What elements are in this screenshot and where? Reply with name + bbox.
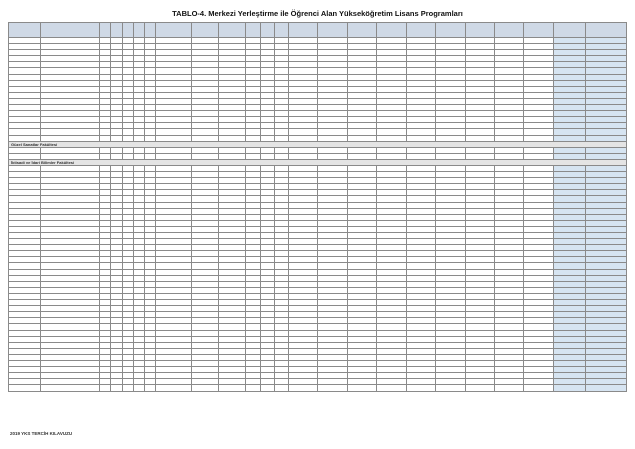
table-cell bbox=[100, 385, 111, 392]
table-cell bbox=[553, 385, 585, 392]
table-cell bbox=[465, 385, 494, 392]
table-cell bbox=[406, 385, 435, 392]
header-row bbox=[9, 23, 627, 38]
header-cell bbox=[586, 23, 627, 38]
table-cell bbox=[494, 385, 523, 392]
header-cell bbox=[156, 23, 192, 38]
header-cell bbox=[191, 23, 218, 38]
header-cell bbox=[436, 23, 465, 38]
footer-guide-title: 2019 YKS TERCİH KILAVUZU bbox=[10, 431, 73, 436]
section-heading: Güzel Sanatlar Fakültesi bbox=[9, 141, 627, 147]
table-cell bbox=[191, 385, 218, 392]
header-cell bbox=[133, 23, 144, 38]
table-cell bbox=[586, 385, 627, 392]
header-cell bbox=[289, 23, 318, 38]
header-cell bbox=[377, 23, 406, 38]
table-cell bbox=[318, 385, 347, 392]
table-cell bbox=[347, 385, 376, 392]
header-cell bbox=[260, 23, 274, 38]
table-cell bbox=[246, 385, 260, 392]
table-cell bbox=[111, 385, 122, 392]
header-cell bbox=[144, 23, 155, 38]
section-heading: İktisadi ve İdari Bilimler Fakültesi bbox=[9, 159, 627, 165]
header-cell bbox=[553, 23, 585, 38]
table-cell bbox=[260, 385, 274, 392]
table-cell bbox=[133, 385, 144, 392]
header-cell bbox=[246, 23, 260, 38]
header-cell bbox=[100, 23, 111, 38]
table-row bbox=[9, 385, 627, 392]
program-table bbox=[8, 22, 627, 392]
header-cell bbox=[9, 23, 41, 38]
header-cell bbox=[111, 23, 122, 38]
table-cell bbox=[219, 385, 246, 392]
header-cell bbox=[41, 23, 100, 38]
header-cell bbox=[347, 23, 376, 38]
table-cell bbox=[289, 385, 318, 392]
header-cell bbox=[494, 23, 523, 38]
header-cell bbox=[219, 23, 246, 38]
table-cell bbox=[274, 385, 288, 392]
table-cell bbox=[436, 385, 465, 392]
table-cell bbox=[122, 385, 133, 392]
document-title: TABLO-4. Merkezi Yerleştirme ile Öğrenci Alan Yükseköğretim Lisans Programları bbox=[172, 9, 463, 18]
table-cell bbox=[377, 385, 406, 392]
table-cell bbox=[524, 385, 553, 392]
header-cell bbox=[274, 23, 288, 38]
table-cell bbox=[144, 385, 155, 392]
header-cell bbox=[524, 23, 553, 38]
table-cell bbox=[156, 385, 192, 392]
header-cell bbox=[465, 23, 494, 38]
header-cell bbox=[318, 23, 347, 38]
table-cell bbox=[41, 385, 100, 392]
table-cell bbox=[9, 385, 41, 392]
header-cell bbox=[406, 23, 435, 38]
header-cell bbox=[122, 23, 133, 38]
